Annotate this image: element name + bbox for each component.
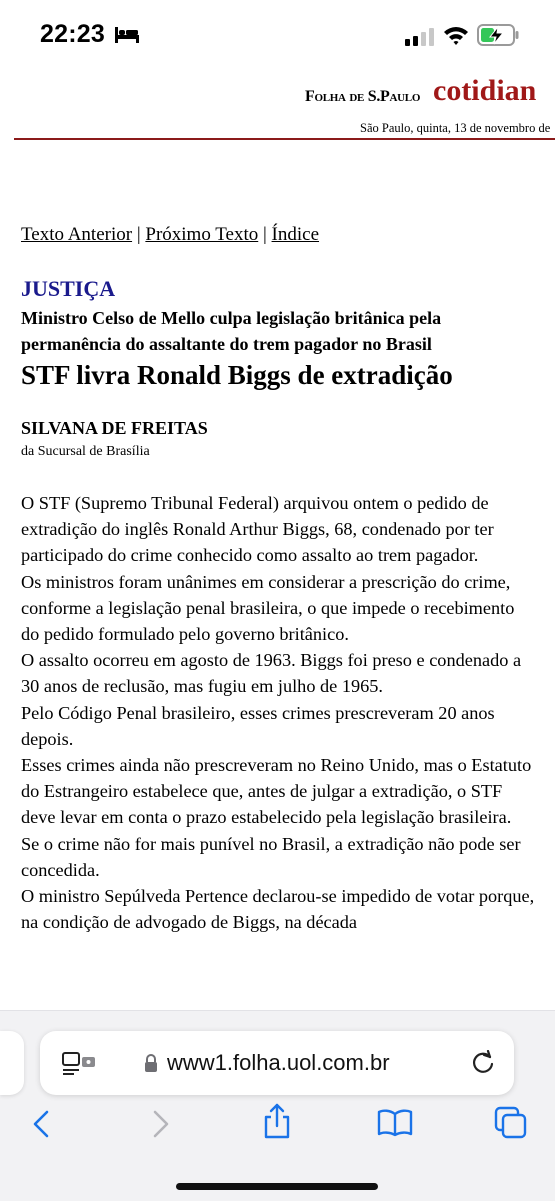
browser-toolbar	[0, 1101, 555, 1161]
url-text[interactable]: www1.folha.uol.com.br	[167, 1050, 390, 1075]
previous-tab-preview[interactable]	[0, 1031, 24, 1095]
bed-icon	[114, 27, 140, 43]
battery-charging-icon	[477, 24, 519, 46]
masthead	[0, 74, 555, 140]
header-divider	[14, 138, 555, 140]
article-paragraph: Os ministros foram unânimes em considerar a prescrição do crime, conforme a legislação penal brasileira, o que impede o recebimento do pedido formulado pelo governo britânico.	[21, 571, 515, 645]
index-link[interactable]: Índice	[271, 224, 320, 245]
next-text-link[interactable]: Próximo Texto	[145, 224, 259, 245]
share-icon[interactable]	[262, 1103, 292, 1139]
article-headline: STF livra Ronald Biggs de extradição	[21, 360, 453, 390]
author-bureau: da Sucursal de Brasília	[21, 444, 150, 459]
forward-icon[interactable]	[152, 1109, 170, 1139]
section-logo: cotidian	[433, 74, 537, 107]
article-paragraph: Pelo Código Penal brasileiro, esses crimes prescreveram 20 anos depois.	[21, 702, 495, 749]
lock-icon	[144, 1053, 158, 1073]
reload-icon[interactable]	[470, 1050, 496, 1076]
article-paragraph: Se o crime não for mais punível no Brasil, a extradição não pode ser concedida.	[21, 833, 521, 880]
back-icon[interactable]	[32, 1109, 50, 1139]
section-kicker: JUSTIÇA	[21, 276, 116, 301]
nav-separator: |	[258, 224, 272, 245]
wifi-icon	[443, 24, 469, 46]
tabs-icon[interactable]	[494, 1106, 528, 1140]
article-paragraph: O STF (Supremo Tribunal Federal) arquivou ontem o pedido de extradição do inglês Ronald Arthur Biggs, 68, condenado por ter participado do crime conhecido como assalto ao trem pagador.	[21, 493, 494, 566]
cellular-signal-icon	[405, 28, 435, 46]
nav-separator: |	[132, 224, 146, 245]
article-body	[21, 490, 536, 935]
article-paragraph: Esses crimes ainda não prescreveram no Reino Unido, mas o Estatuto do Estrangeiro estabelece que, antes de julgar a extradição, o STF deve levar em conta o prazo estabelecido pela legislação brasileira.	[21, 755, 532, 828]
article-nav	[21, 224, 319, 246]
previous-text-link[interactable]: Texto Anterior	[21, 224, 133, 245]
paper-logo: Folha de S.Paulo	[305, 88, 421, 105]
bookmarks-icon[interactable]	[377, 1109, 413, 1137]
page-menu-icon[interactable]	[62, 1051, 96, 1075]
home-indicator	[176, 1183, 378, 1190]
article-paragraph: O ministro Sepúlveda Pertence declarou-se impedido de votar porque, na condição de advogado de Biggs, na década	[21, 886, 535, 933]
article-subhead: Ministro Celso de Mello culpa legislação britânica pela permanência do assaltante do trem pagador no Brasil	[21, 308, 442, 354]
status-time: 22:23	[40, 20, 105, 48]
article-paragraph: O assalto ocorreu em agosto de 1963. Biggs foi preso e condenado a 30 anos de reclusão, mas fugiu em julho de 1965.	[21, 650, 522, 697]
author-name: SILVANA DE FREITAS	[21, 418, 208, 438]
status-bar	[0, 0, 555, 76]
browser-bottom-bar	[0, 1010, 555, 1201]
address-bar[interactable]	[40, 1031, 514, 1095]
dateline: São Paulo, quinta, 13 de novembro de	[360, 121, 551, 135]
